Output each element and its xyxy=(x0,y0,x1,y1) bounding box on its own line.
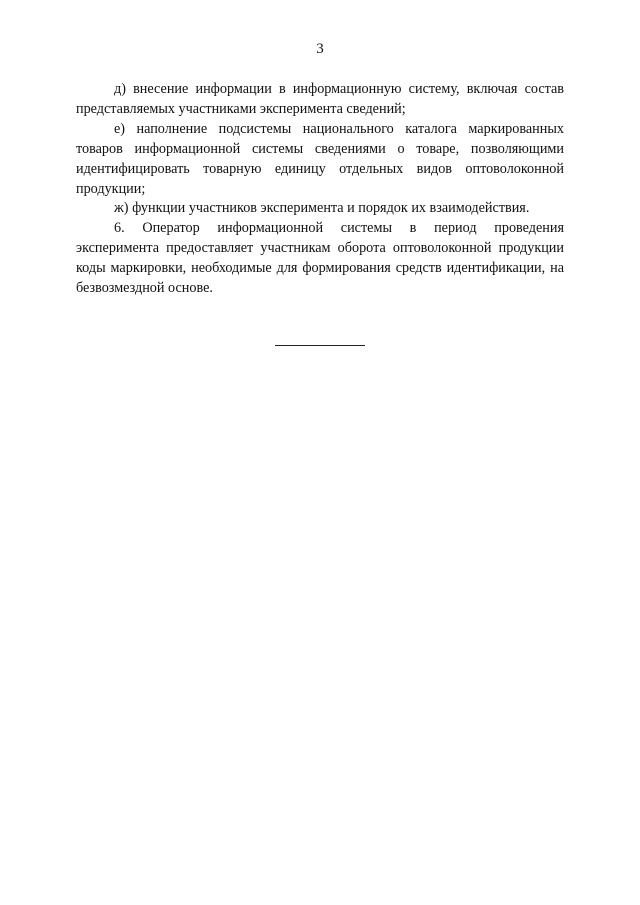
page-number: 3 xyxy=(316,41,324,57)
paragraph-6: 6. Оператор информационной системы в период проведения эксперимента предоставляет участникам оборота оптоволоконной продукции коды маркировки, необходимые для формирования средств идентификации, на безвозмездной основе. xyxy=(76,220,564,297)
paragraph-e: е) наполнение подсистемы национального каталога маркированных товаров информационной системы сведениями о товаре, позволяющими идентифицировать товарную единицу отдельных видов оптоволоконной продукции; xyxy=(76,120,564,197)
paragraph-d: д) внесение информации в информационную систему, включая состав представляемых участниками эксперимента сведений; xyxy=(76,81,564,117)
document-body xyxy=(76,80,564,299)
end-divider xyxy=(275,345,365,346)
paragraph-zh: ж) функции участников эксперимента и порядок их взаимодействия. xyxy=(114,200,530,217)
